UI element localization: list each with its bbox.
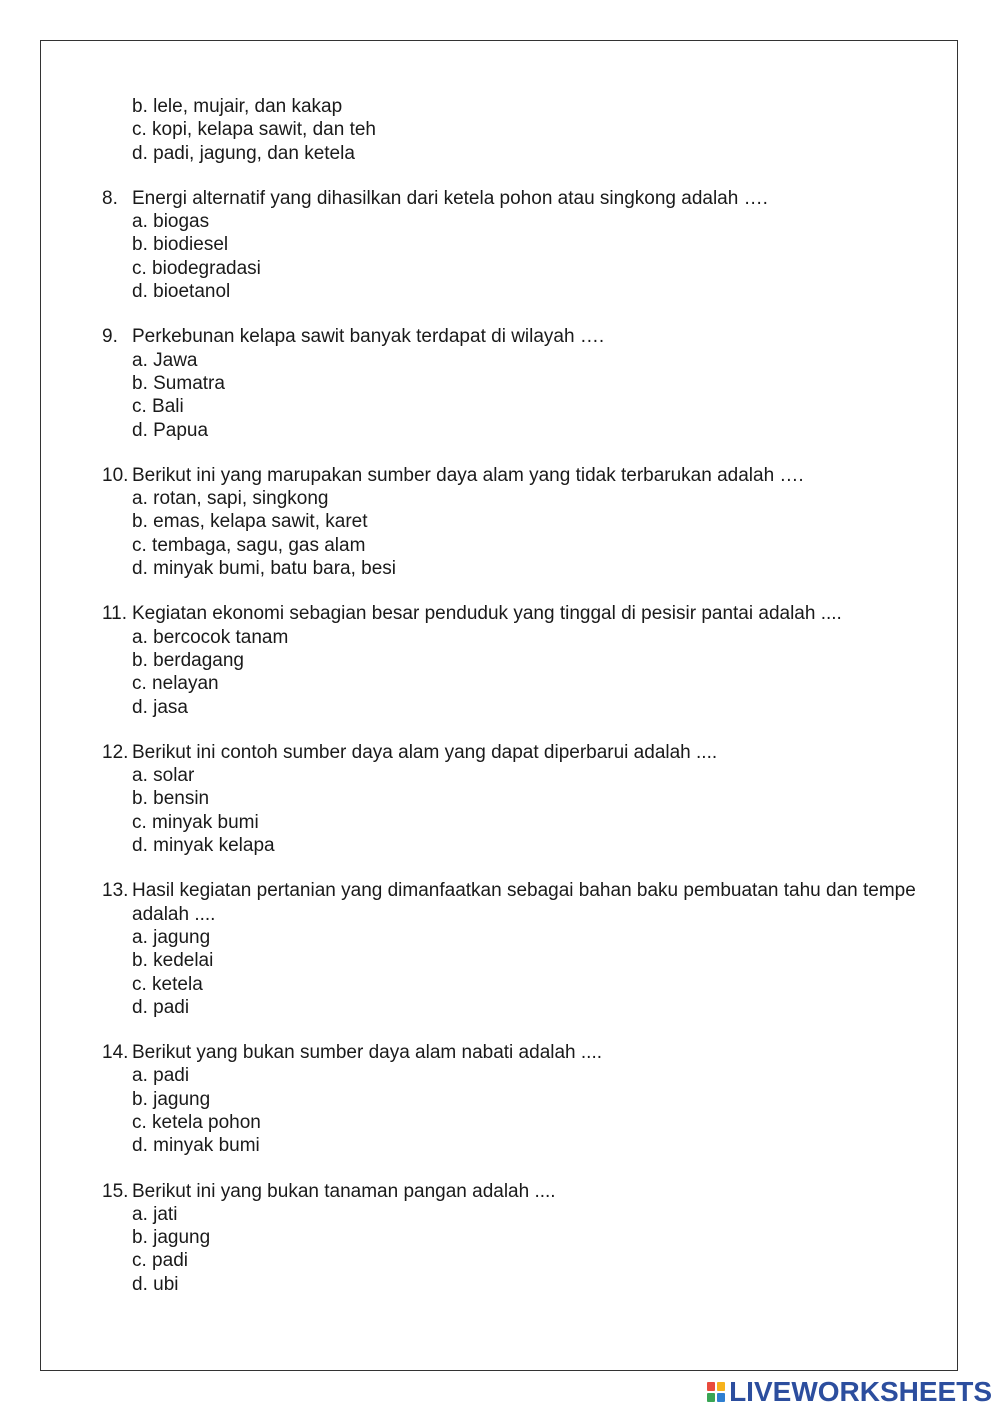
answer-option: a. Jawa — [132, 349, 198, 371]
question-item — [102, 741, 922, 857]
question-number: 10. — [102, 464, 129, 486]
question-text: Kegiatan ekonomi sebagian besar penduduk yang tinggal di pesisir pantai adalah .... — [132, 603, 842, 625]
answer-options — [102, 1064, 922, 1157]
answer-option: a. padi — [132, 1065, 190, 1087]
logo-square-yellow — [717, 1382, 725, 1391]
question-list — [102, 95, 922, 1318]
answer-option: b. lele, mujair, dan kakap — [132, 96, 343, 117]
answer-options — [102, 926, 922, 1019]
question-number: 15. — [102, 1180, 129, 1202]
answer-option: d. minyak bumi, batu bara, besi — [132, 558, 397, 580]
answer-option: b. berdagang — [132, 649, 244, 671]
question-item — [102, 879, 922, 1019]
answer-option: c. Bali — [132, 396, 184, 418]
answer-option: b. bensin — [132, 788, 210, 810]
answer-option: b. biodiesel — [132, 234, 229, 256]
question-text: Perkebunan kelapa sawit banyak terdapat di wilayah …. — [132, 326, 605, 348]
answer-options — [102, 764, 922, 857]
answer-option: a. bercocok tanam — [132, 626, 289, 648]
logo-square-blue — [717, 1393, 725, 1402]
question-text: Berikut ini yang marupakan sumber daya alam yang tidak terbarukan adalah …. — [132, 464, 804, 486]
answer-option: c. ketela pohon — [132, 1111, 261, 1133]
logo-square-red — [707, 1382, 715, 1391]
question-number: 11. — [102, 603, 128, 625]
answer-option: a. jati — [132, 1203, 178, 1225]
question-number: 14. — [102, 1042, 129, 1064]
answer-option: c. padi — [132, 1250, 188, 1272]
answer-option: a. rotan, sapi, singkong — [132, 488, 329, 510]
answer-option: c. tembaga, sagu, gas alam — [132, 534, 366, 556]
question-number: 12. — [102, 741, 129, 763]
question-stem — [102, 879, 922, 926]
question-item — [102, 1180, 922, 1296]
answer-option: c. ketela — [132, 973, 203, 995]
answer-option: d. jasa — [132, 696, 188, 718]
question-text: Energi alternatif yang dihasilkan dari ketela pohon atau singkong adalah …. — [132, 187, 768, 209]
answer-options — [102, 487, 922, 580]
answer-option: b. jagung — [132, 1227, 211, 1249]
question-item — [102, 187, 922, 303]
question-stem — [102, 602, 922, 625]
questions-container — [102, 187, 922, 1296]
answer-option: b. Sumatra — [132, 372, 225, 394]
liveworksheets-watermark — [707, 1377, 992, 1407]
logo-square-green — [707, 1393, 715, 1402]
question-stem — [102, 187, 922, 210]
question-item — [102, 325, 922, 441]
answer-option: a. jagung — [132, 926, 211, 948]
question-item — [102, 464, 922, 580]
question-number: 8. — [102, 187, 118, 209]
answer-option: d. minyak bumi — [132, 1135, 260, 1157]
question-number: 9. — [102, 326, 118, 348]
answer-option: b. jagung — [132, 1088, 211, 1110]
question-item — [102, 602, 922, 718]
question-text: Berikut ini contoh sumber daya alam yang dapat diperbarui adalah .... — [132, 741, 718, 763]
answer-options — [102, 626, 922, 719]
answer-option: b. kedelai — [132, 950, 214, 972]
answer-options — [102, 349, 922, 442]
question-number: 13. — [102, 880, 129, 902]
question-text: Hasil kegiatan pertanian yang dimanfaatkan sebagai bahan baku pembuatan tahu dan tempe adalah .... — [132, 880, 916, 925]
question-text: Berikut yang bukan sumber daya alam nabati adalah .... — [132, 1042, 603, 1064]
question-stem — [102, 1180, 922, 1203]
answer-options — [102, 1203, 922, 1296]
question-stem — [102, 464, 922, 487]
answer-option: a. solar — [132, 765, 195, 787]
answer-option: c. kopi, kelapa sawit, dan teh — [132, 119, 376, 141]
watermark-text: LIVEWORKSHEETS — [729, 1376, 992, 1407]
question-item — [102, 1041, 922, 1157]
answer-option: d. padi, jagung, dan ketela — [132, 142, 355, 164]
question-text: Berikut ini yang bukan tanaman pangan adalah .... — [132, 1180, 556, 1202]
answer-option: c. minyak bumi — [132, 811, 259, 833]
question-stem — [102, 325, 922, 348]
answer-option: d. ubi — [132, 1273, 179, 1295]
answer-option: d. minyak kelapa — [132, 835, 275, 857]
answer-option: c. nelayan — [132, 673, 219, 695]
answer-option: c. biodegradasi — [132, 257, 261, 279]
answer-options — [102, 210, 922, 303]
question-stem — [102, 1041, 922, 1064]
continued-options — [102, 95, 922, 165]
question-stem — [102, 741, 922, 764]
liveworksheets-logo-icon — [707, 1382, 725, 1402]
answer-option: b. emas, kelapa sawit, karet — [132, 511, 368, 533]
answer-option: d. padi — [132, 996, 190, 1018]
answer-option: d. Papua — [132, 419, 209, 441]
answer-option: a. biogas — [132, 211, 210, 233]
answer-option: d. bioetanol — [132, 281, 231, 303]
